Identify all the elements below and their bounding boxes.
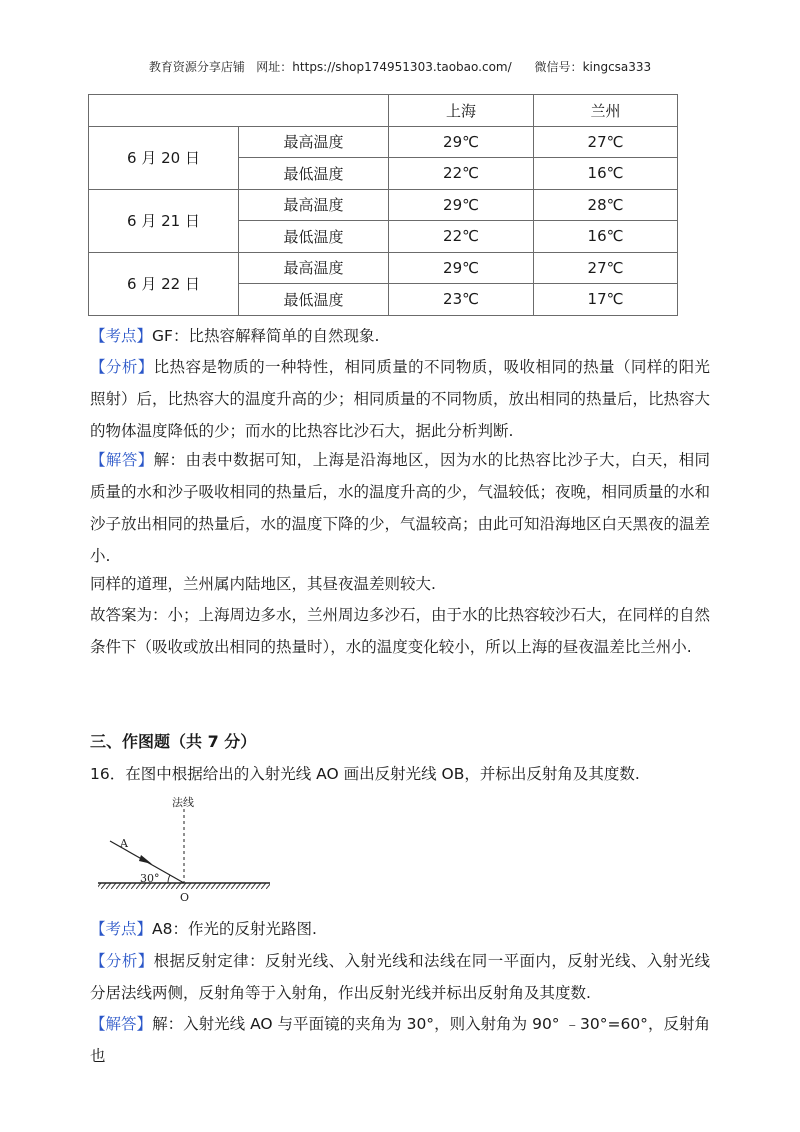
fenxi-text: 根据反射定律：反射光线、入射光线和法线在同一平面内，反射光线、入射光线分居法线两侧，反射角等于入射角，作出反射光线并标出反射角及其度数. [90,952,710,1002]
ray-arrow-icon [139,855,152,864]
q16-kaodian [90,913,710,945]
angle-label: 30° [140,872,160,885]
shanghai-cell: 22℃ [389,158,534,190]
type-cell: 最高温度 [239,189,389,221]
kaodian-tag: 【考点】 [90,327,153,345]
q15-tongyang: 同样的道理，兰州属内陆地区，其昼夜温差则较大. [90,575,436,593]
wechat-id: kingcsa333 [582,60,652,74]
lanzhou-cell: 16℃ [534,158,678,190]
q16-fenxi [90,945,710,1009]
type-cell: 最低温度 [239,158,389,190]
q16-jieda [90,1008,710,1072]
table-row [89,126,678,158]
q15-jieda [90,444,710,572]
ray-label: A [120,837,128,850]
type-cell: 最高温度 [239,126,389,158]
kaodian-text: A8：作光的反射光路图. [152,920,317,938]
point-label: O [180,891,190,904]
date-cell: 6 月 20 日 [89,126,239,189]
shanghai-cell: 22℃ [389,221,534,253]
kaodian-text: GF：比热容解释简单的自然现象. [152,327,380,345]
date-cell: 6 月 21 日 [89,189,239,252]
temperature-table [88,94,678,316]
type-cell: 最高温度 [239,252,389,284]
q15-answer: 故答案为：小；上海周边多水，兰州周边多沙石，由于水的比热容较沙石大，在同样的自然条件下（吸收或放出相同的热量时），水的温度变化较小，所以上海的昼夜温差比兰州小. [90,606,711,656]
page-header [0,58,800,75]
q16-question: 16．在图中根据给出的入射光线 AO 画出反射光线 OB，并标出反射角及其度数. [90,765,640,783]
lanzhou-cell: 16℃ [534,221,678,253]
jieda-tag: 【解答】 [90,1015,153,1033]
q15-fenxi [90,351,710,447]
table-header-lanzhou: 兰州 [534,95,678,127]
fenxi-text: 比热容是物质的一种特性，相同质量的不同物质，吸收相同的热量（同样的阳光照射）后，比热容大的温度升高的少；相同质量的不同物质，放出相同的热量后，比热容大的物体温度降低的少；而水的比热容比沙石大，据此分析判断. [90,358,711,440]
reflection-figure [96,793,276,908]
table-header-shanghai: 上海 [389,95,534,127]
url-label: 网址： [256,60,293,74]
fenxi-tag: 【分析】 [90,952,154,970]
date-cell: 6 月 22 日 [89,252,239,315]
table-row [89,252,678,284]
type-cell: 最低温度 [239,284,389,316]
jieda-tag: 【解答】 [90,451,154,469]
table-row [89,189,678,221]
shop-url[interactable]: https://shop174951303.taobao.com/ [292,60,512,74]
type-cell: 最低温度 [239,221,389,253]
section-title: 三、作图题（共 7 分） [90,732,257,751]
shanghai-cell: 23℃ [389,284,534,316]
shanghai-cell: 29℃ [389,189,534,221]
lanzhou-cell: 17℃ [534,284,678,316]
kaodian-tag: 【考点】 [90,920,153,938]
shop-name: 教育资源分享店铺 [148,60,245,74]
wechat-label: 微信号： [534,60,583,74]
fenxi-tag: 【分析】 [90,358,154,376]
angle-arc [168,875,170,883]
table-header-row [89,95,678,127]
lanzhou-cell: 28℃ [534,189,678,221]
shanghai-cell: 29℃ [389,252,534,284]
table-header-blank [89,95,389,127]
jieda-text: 解：由表中数据可知，上海是沿海地区，因为水的比热容比沙子大，白天，相同质量的水和沙子吸收相同的热量后，水的温度升高的少，气温较低；夜晚，相同质量的水和沙子放出相同的热量后，水的温度下降的少，气温较高；由此可知沿海地区白天黑夜的温差小. [90,451,711,565]
jieda-text: 解：入射光线 AO 与平面镜的夹角为 30°，则入射角为 90° ﹣30°=60°，反射角也 [90,1015,710,1065]
shanghai-cell: 29℃ [389,126,534,158]
q15-kaodian [90,320,710,352]
lanzhou-cell: 27℃ [534,126,678,158]
normal-label: 法线 [172,796,194,809]
lanzhou-cell: 27℃ [534,252,678,284]
mirror-hatch [98,883,270,889]
